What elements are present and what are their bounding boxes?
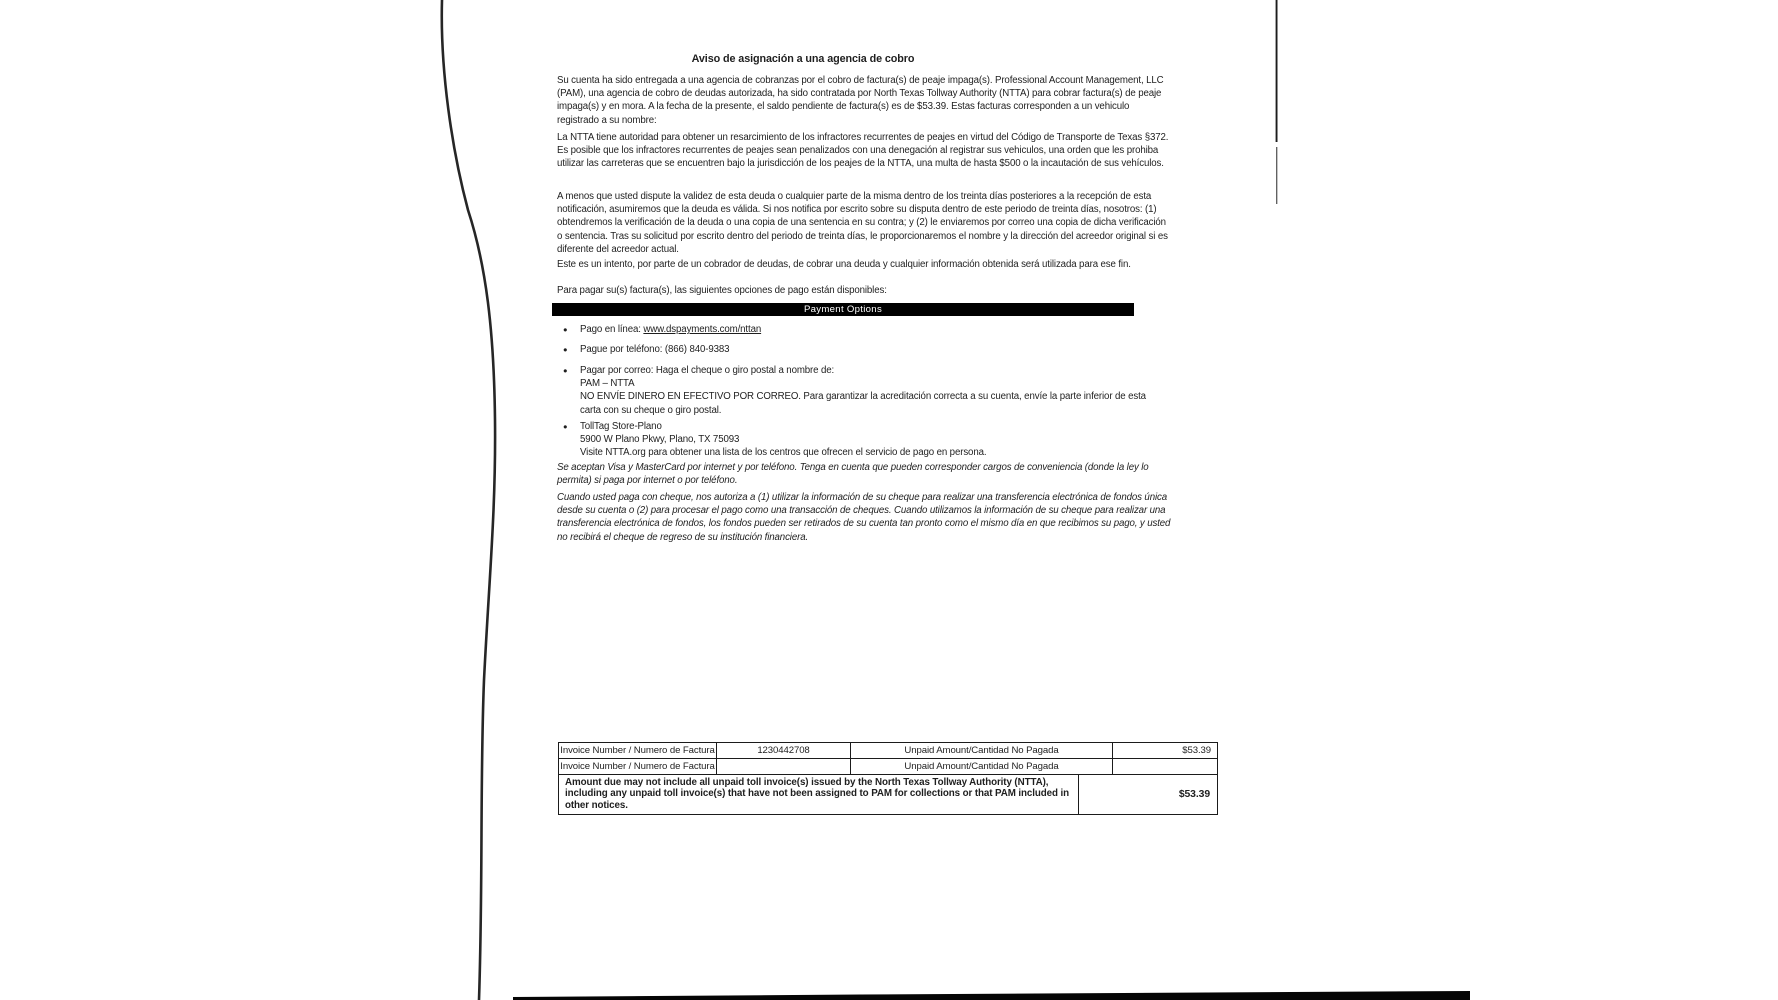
- invoice-table-footer: [559, 775, 1217, 814]
- scan-line-right-top: [1276, 0, 1278, 142]
- store-address: 5900 W Plano Pkwy, Plano, TX 75093: [580, 434, 740, 446]
- amount-due-disclaimer: Amount due may not include all unpaid toll invoice(s) issued by the North Texas Tollway Authority (NTTA), including any unpaid toll invoice(s) that have not been assigned to PAM for collections or that PAM included in other notices.: [559, 775, 1079, 814]
- payment-url: www.dspayments.com/nttan: [643, 324, 762, 335]
- bullet-pay-by-mail: [557, 364, 1169, 417]
- pay-by-mail-text: [580, 364, 1169, 417]
- pay-by-phone-text: Pague por teléfono: (866) 840-9383: [580, 344, 730, 355]
- scan-edge-bottom: [513, 991, 1470, 1000]
- no-cash-warning: NO ENVÍE DINERO EN EFECTIVO POR CORREO. Para garantizar la acreditación correcta a su cuenta, envíe la parte inferior de esta carta con su cheque o giro postal.: [580, 391, 1146, 416]
- payee-name: PAM – NTTA: [580, 378, 635, 390]
- invoice-number-label: Invoice Number / Numero de Factura: [559, 743, 717, 759]
- unpaid-amount-value: $53.39: [1113, 743, 1217, 759]
- invoice-number-label: Invoice Number / Numero de Factura: [559, 759, 717, 775]
- bullet-icon: ●: [563, 422, 568, 431]
- tolltag-store-text: [580, 420, 1169, 460]
- bullet-icon: ●: [563, 325, 568, 334]
- store-name: TollTag Store-Plano: [580, 421, 662, 432]
- pay-online-text: [580, 323, 1169, 336]
- pay-online-label: Pago en línea:: [580, 324, 644, 335]
- fine-print-cards: Se aceptan Visa y MasterCard por internet y por teléfono. Tenga en cuenta que pueden corresponder cargos de conveniencia (donde la ley lo permita) si paga por internet o por teléfono.: [557, 462, 1149, 487]
- scan-fold-line-left: [442, 0, 495, 1000]
- paragraph-debt-collector-disclosure: Este es un intento, por parte de un cobrador de deudas, de cobrar una deuda y cualquier información obtenida será utilizada para ese fin.: [557, 259, 1131, 270]
- invoice-number-value: [717, 759, 851, 775]
- payment-options-label: Payment Options: [803, 304, 883, 315]
- paragraph-dispute-rights: A menos que usted dispute la validez de esta deuda o cualquier parte de la misma dentro de los treinta días posteriores a la recepción de esta notificación, asumiremos que la deuda es válida. Si nos notifica por escrito sobre su disputa dentro de este periodo de treinta días, nosotros: (1) obtendremos la verificación de la deuda o una copia de una sentencia en su contra; y (2) le enviaremos por correo una copia de dicha verificación o sentencia. Tras su solicitud por escrito dentro del periodo de treinta días, le proporcionaremos el nombre y la dirección del acreedor original si es diferente del acreedor actual.: [557, 191, 1168, 255]
- unpaid-amount-label: Unpaid Amount/Cantidad No Pagada: [851, 759, 1113, 775]
- bullet-pay-online: [557, 323, 1169, 336]
- scan-line-right-bottom: [1276, 147, 1277, 204]
- invoice-table: [558, 742, 1218, 815]
- total-amount-due: $53.39: [1178, 789, 1210, 801]
- fine-print-checks: Cuando usted paga con cheque, nos autoriza a (1) utilizar la información de su cheque para realizar una transferencia electrónica de fondos única desde su cuenta o (2) para procesar el pago como una transacción de cheques. Cuando utilizamos la información de su cheque para realizar una transferencia electrónica de fondos, los fondos pueden ser retirados de su cuenta tan pronto como el mismo día en que recibimos su pago, y usted no recibirá el cheque de regreso de su institución financiera.: [557, 492, 1171, 543]
- unpaid-amount-label: Unpaid Amount/Cantidad No Pagada: [851, 743, 1113, 759]
- pay-by-mail-line-1: Pagar por correo: Haga el cheque o giro postal a nombre de:: [580, 365, 835, 376]
- bullet-tolltag-store: [557, 420, 1169, 460]
- unpaid-amount-value: [1113, 759, 1217, 775]
- paragraph-ntta-authority: La NTTA tiene autoridad para obtener un resarcimiento de los infractores recurrentes de peajes en virtud del Código de Transporte de Texas §372. Es posible que los infractores recurrentes de peajes sean penalizados con una denegación al registrar sus vehiculos, una orden que les prohiba utilizar las carreteras que se encuentren bajo la jurisdicción de los peajes de la NTTA, una multa de hasta $500 o la incautación de sus vehículos.: [557, 132, 1169, 170]
- bullet-icon: ●: [563, 345, 568, 354]
- invoice-table-row-1: [559, 743, 1217, 759]
- invoice-number-value: 1230442708: [717, 743, 851, 759]
- paragraph-collection-notice: Su cuenta ha sido entregada a una agencia de cobranzas por el cobro de factura(s) de peaje impaga(s). Professional Account Management, LLC (PAM), una agencia de cobro de deudas autorizada, ha sido contratada por North Texas Tollway Authority (NTTA) para cobrar factura(s) de peaje impaga(s) y en mora. A la fecha de la presente, el saldo pendiente de factura(s) es de $53.39. Estas facturas corresponden a un vehiculo registrado a su nombre:: [557, 75, 1164, 126]
- page-title: Aviso de asignación a una agencia de cobro: [691, 53, 915, 65]
- paragraph-payment-intro: Para pagar su(s) factura(s), las siguientes opciones de pago están disponibles:: [557, 285, 887, 296]
- invoice-table-row-2: [559, 759, 1217, 775]
- bullet-icon: ●: [563, 366, 568, 375]
- bullet-pay-by-phone: [557, 343, 1169, 356]
- store-note: Visite NTTA.org para obtener una lista de los centros que ofrecen el servicio de pago en persona.: [580, 447, 987, 459]
- payment-options-header-bar: [552, 303, 1134, 316]
